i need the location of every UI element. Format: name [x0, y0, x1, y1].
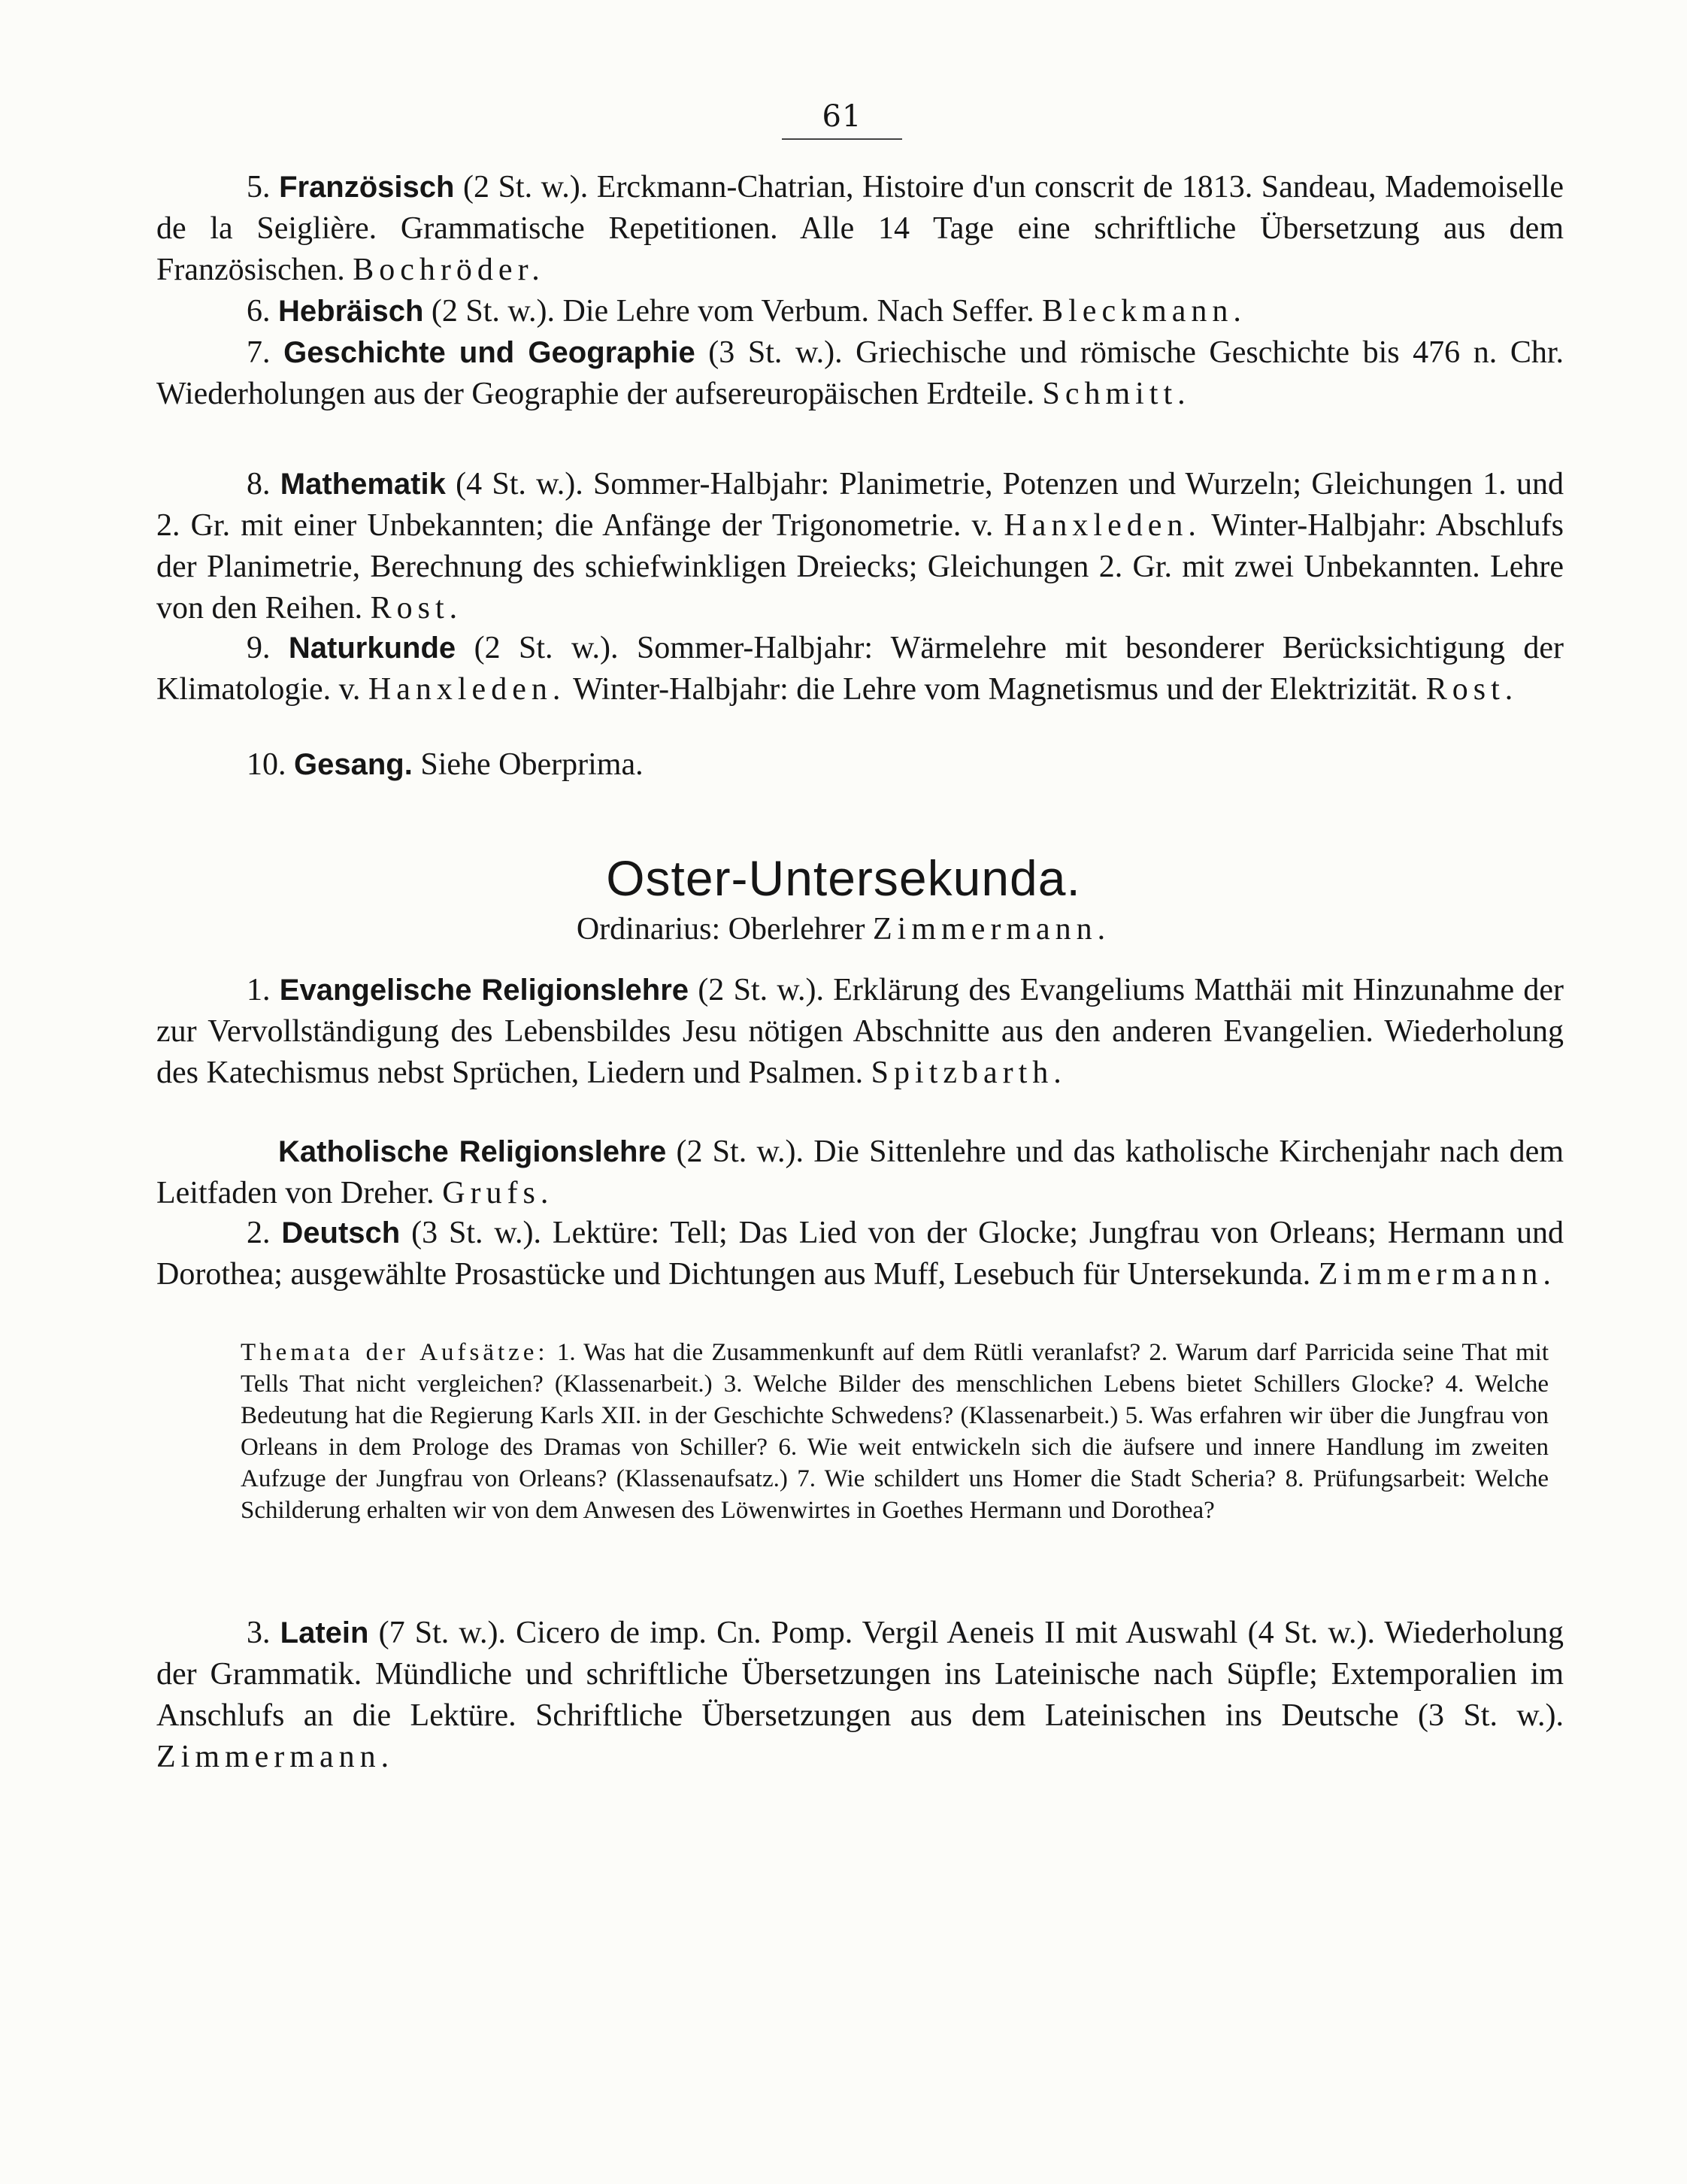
item-deutsch: [156, 1213, 1564, 1295]
item-geschichte: [156, 332, 1564, 415]
item-kath-religion: [156, 1131, 1564, 1214]
item-ev-religion: [156, 970, 1564, 1094]
item-number: 10.: [247, 747, 286, 782]
item-naturkunde: [156, 628, 1564, 710]
page-number: 61: [822, 99, 862, 134]
item-number: 1.: [247, 973, 271, 1007]
item-number: 5.: [247, 170, 271, 204]
subject-heading: Hebräisch: [278, 295, 424, 328]
subject-heading: Katholische Religionslehre: [278, 1135, 667, 1168]
item-text: Winter-Halbjahr: Abschlufs der Planimetrie, Berechnung des schiefwinkligen Dreiecks; Gleichungen 2. Gr. mit zwei Unbekannten. Lehre von den Reihen.: [156, 508, 1564, 626]
item-text: Winter-Halbjahr: die Lehre vom Magnetismus und der Elektrizität.: [573, 672, 1419, 707]
subject-heading: Mathematik: [280, 468, 446, 501]
item-text: (2 St. w.). Erklärung des Evangeliums Matthäi mit Hinzunahme der zur Vervollständigung des Lebensbildes Jesu nötigen Abschnitte aus den anderen Evangelien. Wiederholung des Katechismus nebst Sprüchen, Liedern und Psalmen.: [156, 973, 1564, 1090]
item-text: (2 St. w.). Erckmann-Chatrian, Histoire d'un conscrit de 1813. Sandeau, Mademoiselle de la Seiglière. Grammatische Repetitionen. Alle 14 Tage eine schriftliche Übersetzung aus dem Französischen.: [156, 170, 1564, 287]
item-text: (3 St. w.). Lektüre: Tell; Das Lied von der Glocke; Jungfrau von Orleans; Hermann und Dorothea; ausgewählte Prosastücke und Dichtungen aus Muff, Lesebuch für Untersekunda.: [156, 1216, 1564, 1292]
teacher-name: Bochröder.: [353, 253, 545, 287]
item-gesang: [156, 744, 1564, 786]
item-text: (3 St. w.). Griechische und römische Geschichte bis 476 n. Chr. Wiederholungen aus der Geographie der aufsereuropäischen Erdteile.: [156, 335, 1564, 411]
item-text: (2 St. w.). Die Sittenlehre und das katholische Kirchenjahr nach dem Leitfaden von Dreher.: [156, 1134, 1564, 1210]
themata-label: Themata der Aufsätze:: [241, 1339, 549, 1366]
item-number: 9.: [247, 631, 271, 665]
subject-heading: Latein: [280, 1616, 369, 1649]
teacher-name: Bleckmann.: [1042, 294, 1246, 329]
item-text: Siehe Oberprima.: [420, 747, 644, 782]
teacher-name: Rost.: [1425, 672, 1519, 707]
subject-heading: Geschichte und Geographie: [283, 336, 695, 369]
item-hebraeisch: [156, 291, 1564, 332]
ordinarius-label: Ordinarius: Oberlehrer: [576, 912, 865, 947]
teacher-name: Spitzbarth.: [871, 1056, 1067, 1090]
item-number: 2.: [247, 1216, 271, 1250]
teacher-name: Zimmermann.: [1318, 1257, 1556, 1292]
subject-heading: Französisch: [279, 171, 455, 204]
teacher-name: Grufs.: [442, 1176, 554, 1210]
item-number: 3.: [247, 1616, 271, 1650]
teacher-name: Rost.: [370, 591, 463, 626]
ordinarius-name: Zimmermann.: [873, 912, 1111, 947]
teacher-name: Hanxleden.: [1004, 508, 1201, 543]
item-text: (2 St. w.). Die Lehre vom Verbum. Nach Seffer.: [431, 294, 1034, 329]
teacher-name: Zimmermann.: [156, 1740, 395, 1774]
item-latein: [156, 1613, 1564, 1778]
item-mathematik: [156, 464, 1564, 629]
item-text: (4 St. w.). Sommer-Halbjahr: Planimetrie, Potenzen und Wurzeln; Gleichungen 1. und 2. Gr. mit einer Unbekannten; die Anfänge der Trigonometrie. v.: [156, 467, 1564, 543]
item-number: 8.: [247, 467, 271, 501]
item-text: (7 St. w.). Cicero de imp. Cn. Pomp. Vergil Aeneis II mit Auswahl (4 St. w.). Wiederholung der Grammatik. Mündliche und schriftliche Übersetzungen ins Lateinische nach Süpfle; Extemporalien im Anschlufs an die Lektüre. Schriftliche Übersetzungen aus dem Lateinischen ins Deutsche (3 St. w.).: [156, 1616, 1564, 1733]
subject-heading: Deutsch: [281, 1216, 401, 1250]
item-number: 7.: [247, 335, 271, 370]
teacher-name: Hanxleden.: [368, 672, 566, 707]
item-franzoesisch: [156, 167, 1564, 291]
subject-heading: Gesang.: [294, 748, 413, 781]
teacher-name: Schmitt.: [1042, 377, 1191, 411]
themata-text: 1. Was hat die Zusammenkunft auf dem Rütli veranlafst? 2. Warum darf Parricida seine That mit Tells That nicht vergleichen? (Klassenarbeit.) 3. Welche Bilder des menschlichen Lebens bietet Schillers Glocke? 4. Welche Bedeutung hat die Regierung Karls XII. in der Geschichte Schwedens? (Klassenarbeit.) 5. Was erfahren wir über die Jungfrau von Orleans in dem Prologe des Dramas von Schiller? 6. Wie weit entwickeln sich die äufsere und innere Handlung im zweiten Aufzuge der Jungfrau von Orleans? (Klassenaufsatz.) 7. Wie schildert uns Homer die Stadt Scheria? 8. Prüfungsarbeit: Welche Schilderung erhalten wir von dem Anwesen des Löwenwirtes in Goethes Hermann und Dorothea?: [241, 1339, 1549, 1524]
item-number: 6.: [247, 294, 271, 329]
ordinarius-line: [0, 911, 1687, 947]
section-title: Oster-Untersekunda.: [606, 850, 1081, 906]
subject-heading: Naturkunde: [288, 632, 456, 665]
item-text: (2 St. w.). Sommer-Halbjahr: Wärmelehre mit besonderer Berücksichtigung der Klimatologie. v.: [156, 631, 1564, 707]
themata-paragraph: [241, 1337, 1549, 1526]
page-number-rule: [782, 138, 902, 140]
subject-heading: Evangelische Religionslehre: [279, 974, 689, 1007]
